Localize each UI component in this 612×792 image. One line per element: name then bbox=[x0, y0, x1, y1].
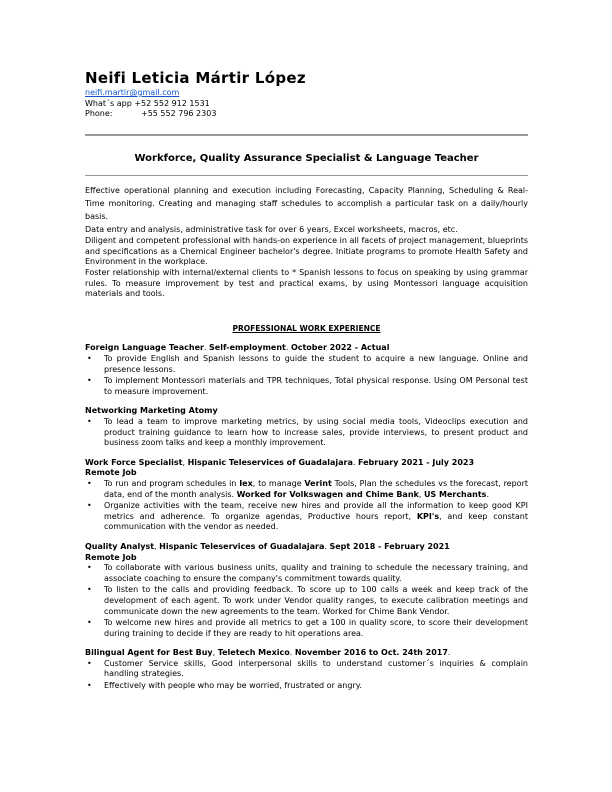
job-entry bbox=[85, 542, 528, 639]
text-segment: , bbox=[418, 489, 424, 499]
bullet-icon: • bbox=[87, 417, 92, 426]
bullet-icon: • bbox=[87, 354, 92, 364]
candidate-name: Neifi Leticia Mártir López bbox=[85, 69, 306, 87]
text-segment: To provide English and Spanish lessons to guide the student to acquire a new language. Online and presence lessons. bbox=[104, 354, 528, 374]
text-segment: Worked for Volkswagen and Chime Bank bbox=[236, 489, 419, 499]
bullet-icon: • bbox=[87, 658, 92, 668]
summary-paragraph: Diligent and competent professional with hands-on experience in all facets of project management, blueprints and specifications as a Chemical Engineer bachelor's degree. Initiate programs to promote Health Safety and Environment in the workplace. bbox=[85, 236, 528, 267]
job-title bbox=[85, 458, 528, 469]
text-segment: February 2021 - July 2023 bbox=[357, 457, 475, 467]
bullet-icon: • bbox=[87, 376, 92, 386]
text-segment: KPI's bbox=[416, 511, 440, 521]
text-segment: Organize activities with the team, receive new hires and provide all the information to keep good KPI metrics and adherence. To organize agendas, Productive hours report, bbox=[104, 501, 528, 521]
text-segment: , bbox=[182, 457, 188, 467]
text-segment: Foreign Language Teacher bbox=[85, 343, 204, 353]
section-title: PROFESSIONAL WORK EXPERIENCE bbox=[232, 323, 381, 333]
list-item bbox=[85, 563, 528, 584]
job-entry bbox=[85, 343, 528, 397]
text-segment: , bbox=[212, 648, 218, 658]
text-segment: Networking Marketing Atomy bbox=[85, 406, 218, 416]
job-entry bbox=[85, 406, 528, 448]
text-segment: To collaborate with various business units, quality and training to schedule the necessary training, and associate coaching to ensure the company's commitment towards quality. bbox=[104, 563, 528, 583]
text-segment: Quality Analyst bbox=[85, 541, 155, 551]
list-item bbox=[85, 585, 528, 617]
text-segment: Sept 2018 - February 2021 bbox=[329, 541, 450, 551]
summary-paragraph: Effective operational planning and execution including Forecasting, Capacity Planning, Scheduling & Real-Time monitoring. Creating and managing staff schedules to accomplish a particular task on a daily/hourly basis. bbox=[85, 186, 528, 222]
bullet-icon: • bbox=[87, 585, 92, 595]
text-segment: October 2022 - Actual bbox=[290, 343, 390, 353]
job-title bbox=[85, 406, 528, 417]
bullet-icon: • bbox=[87, 563, 92, 573]
text-segment: . bbox=[486, 489, 489, 499]
text-segment: To listen to the calls and providing feedback. To score up to 100 calls a week and keep track of the development of each agent. To work under Vendor quality ranges, to execute calibration meetings and communicate down the new agreements to the team. Worked for Chime Bank Vendor. bbox=[104, 585, 528, 616]
bullet-list bbox=[85, 563, 528, 639]
text-segment: November 2016 to Oct. 24th 2017 bbox=[294, 648, 448, 658]
text-segment: Teletech Mexico bbox=[217, 648, 290, 658]
bullet-list bbox=[85, 417, 528, 449]
bullet-icon: • bbox=[87, 618, 92, 628]
bullet-icon: • bbox=[87, 501, 92, 511]
text-segment: US Merchants bbox=[423, 489, 487, 499]
text-segment: . bbox=[203, 343, 210, 353]
list-item bbox=[85, 659, 528, 680]
text-segment: Iex bbox=[239, 478, 253, 488]
summary bbox=[85, 184, 528, 300]
text-segment: . bbox=[285, 343, 291, 353]
job-title bbox=[85, 648, 528, 659]
list-item bbox=[85, 376, 528, 397]
list-item bbox=[85, 618, 528, 639]
divider bbox=[85, 175, 528, 177]
text-segment: . bbox=[352, 457, 358, 467]
job-location: Remote Job bbox=[85, 468, 137, 478]
bullet-list bbox=[85, 354, 528, 397]
list-item bbox=[85, 354, 528, 375]
text-segment: Work Force Specialist bbox=[85, 457, 183, 467]
text-segment: , bbox=[154, 541, 160, 551]
text-segment: . bbox=[289, 648, 295, 658]
bullet-icon: • bbox=[87, 681, 92, 691]
job-title bbox=[85, 343, 528, 354]
text-segment: To run and program schedules in bbox=[104, 478, 240, 488]
text-segment: Effectively with people who may be worried, frustrated or angry. bbox=[104, 681, 362, 691]
email-link[interactable]: neifi.martir@gmail.com bbox=[85, 88, 180, 97]
job-entry bbox=[85, 458, 528, 533]
text-segment: To lead a team to improve marketing metrics, by using social media tools, Videoclips execution and product training guidance to learn how to increase sales, provide interviews, to present product and business zoom talks and keep a monthly improvement. bbox=[104, 417, 528, 448]
whatsapp-number: What´s app +52 552 912 1531 bbox=[85, 98, 210, 108]
list-item bbox=[85, 501, 528, 533]
phone-row bbox=[85, 109, 528, 120]
list-item bbox=[85, 681, 528, 692]
work-experience-list bbox=[85, 343, 528, 691]
summary-paragraph: Data entry and analysis, administrative task for over 6 years, Excel worksheets, macros, etc. bbox=[85, 225, 458, 235]
divider bbox=[85, 134, 528, 136]
job-title bbox=[85, 542, 528, 553]
bullet-list bbox=[85, 659, 528, 692]
list-item bbox=[85, 479, 528, 500]
job-location: Remote Job bbox=[85, 552, 137, 562]
list-item bbox=[85, 417, 528, 449]
text-segment: Hispanic Teleservices of Guadalajara bbox=[187, 457, 353, 467]
job-entry bbox=[85, 648, 528, 691]
text-segment: . bbox=[324, 541, 330, 551]
text-segment: Hispanic Teleservices of Guadalajara bbox=[159, 541, 325, 551]
text-segment: To welcome new hires and provide all metrics to get a 100 in quality score, to score their development during training to decide if they are ready to hit operations area. bbox=[104, 618, 528, 638]
phone-number: +55 552 796 2303 bbox=[141, 109, 217, 119]
summary-paragraph: Foster relationship with internal/external clients to * Spanish lessons to focus on speaking by using grammar rules. To measure improvement by test and practical exams, by using Montessori language acquisition materials and tools. bbox=[85, 268, 528, 299]
text-segment: Self-employment bbox=[209, 343, 286, 353]
bullet-list bbox=[85, 479, 528, 533]
text-segment: Tools, Plan the schedules vs the forecast, report data, end of the month analysis. bbox=[104, 478, 528, 499]
resume-page bbox=[85, 68, 528, 701]
text-segment: Bilingual Agent for Best Buy bbox=[85, 648, 213, 658]
text-segment: , and keep constant communication with the vendor as needed. bbox=[104, 511, 528, 532]
text-segment: . bbox=[447, 648, 451, 658]
text-segment: , to manage bbox=[252, 478, 305, 488]
bullet-icon: • bbox=[87, 478, 92, 488]
headline: Workforce, Quality Assurance Specialist & Language Teacher bbox=[134, 152, 479, 164]
phone-label: Phone: bbox=[85, 109, 113, 119]
text-segment: Verint bbox=[304, 478, 332, 488]
text-segment: Customer Service skills, Good interpersonal skills to understand customer´s inquiries & complain handling strategies. bbox=[104, 658, 528, 679]
text-segment: To implement Montessori materials and TPR techniques, Total physical response. Using OM Personal test to measure improvement. bbox=[104, 376, 528, 396]
